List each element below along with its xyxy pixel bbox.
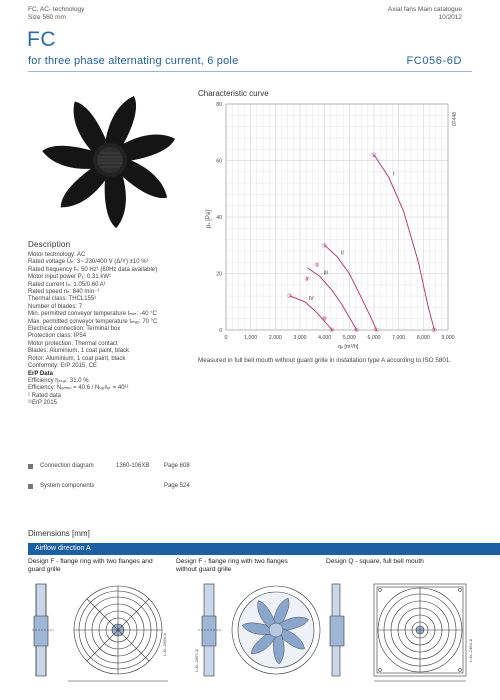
erp-title: ErP Data [28, 370, 53, 377]
chart-title: Characteristic curve [198, 89, 269, 98]
point-marker: ① [371, 152, 377, 159]
drawing-design-q [326, 576, 476, 688]
erp-line: Efficiency: Nₐₙₙₑₗ = 40.6 / Nₜₐᵣᵍₑₜ = 40¹¹ [28, 385, 129, 392]
bullet-icon [28, 464, 33, 469]
x-axis-label: qᵥ [m³/h] [338, 344, 359, 350]
x-tick-label: 2,000 [268, 335, 282, 341]
drawing-code-1: L-KL-2666-1l [162, 632, 167, 656]
y-tick-label: 60 [216, 158, 222, 165]
desc-line: Thermal class: THCL155¹ [28, 296, 97, 303]
point-marker: ⑥ [353, 328, 360, 334]
point-marker: ⑩ [321, 316, 328, 323]
characteristic-chart [198, 98, 468, 353]
point-marker: ⑤ [314, 263, 320, 270]
description-block [28, 252, 198, 408]
design-title-3: Design Q - square, full bell mouth [326, 558, 424, 565]
x-tick-label: 5,000 [342, 335, 356, 341]
desc-line: Max. permitted conveyor temperature tₘₐₓ: 70 °C [28, 318, 158, 325]
point-marker: ④ [373, 328, 379, 334]
desc-line: Rated speed nₙ: 840 min⁻¹ [28, 289, 100, 296]
desc-line: Number of blades: 7 [28, 303, 83, 310]
product-model: FC056-6D [406, 55, 462, 67]
desc-line: Rated frequency fₙ: 50 Hz¹ (60Hz data available) [28, 266, 158, 273]
drawing-code-3: L-KL-2464-1l [468, 638, 473, 662]
x-tick-label: 0 [224, 335, 228, 341]
header-divider [28, 71, 472, 72]
header-size: Size 560 mm [28, 13, 66, 21]
link-label: Connection diagram [40, 463, 94, 469]
link-page: Page 524 [164, 483, 190, 489]
y-tick-label: 0 [219, 328, 222, 334]
curve-label: IV [308, 295, 314, 302]
link-connection-diagram[interactable] [28, 463, 328, 473]
link-system-components[interactable] [28, 483, 328, 493]
header-catalogue: Axial fans Main catalogue [387, 6, 462, 13]
desc-line: Motor input power P₁: 0.31 kW¹ [28, 274, 112, 281]
point-marker: ⑦ [287, 294, 293, 301]
desc-line: Rated current Iₙ: 1.05/0.60 A¹ [28, 281, 106, 288]
chart-code: 07448 [452, 112, 458, 126]
x-tick-label: 1,000 [244, 335, 258, 341]
y-tick-label: 20 [216, 271, 222, 278]
x-tick-label: 4,000 [318, 335, 332, 341]
drawing-code-2: L-KL-2667-1l [194, 648, 199, 672]
desc-line: Motor protection: Thermal contact [28, 340, 118, 347]
design-title-2: Design F - flange ring with two flanges without guard grille [176, 558, 288, 573]
design-title-1: Design F - flange ring with two flanges and guard grille [28, 558, 153, 573]
dimensions-title: Dimensions [mm] [28, 529, 90, 538]
header-date: 10/2012 [438, 13, 462, 21]
fan-image [28, 88, 188, 238]
x-tick-label: 3,000 [293, 335, 307, 341]
desc-line: Rated voltage Uₙ: 3~ 230/400 V (Δ/Y) ±10 %¹ [28, 259, 149, 266]
erp-line: ¹ Rated data [28, 392, 62, 399]
y-tick-label: 40 [216, 215, 222, 221]
desc-line: Conformity: ErP 2015, CE [28, 363, 97, 370]
chart-grid [226, 104, 448, 330]
airflow-bar: Airflow direction A [28, 543, 500, 555]
point-marker: ⑧ [329, 328, 335, 334]
x-tick-label: 7,000 [392, 335, 406, 341]
curve-label: I [392, 171, 395, 178]
curve-i [374, 155, 434, 330]
point-marker: ⑨ [304, 277, 310, 284]
link-page: Page 608 [164, 463, 190, 469]
drawing-design-f [176, 576, 321, 688]
x-tick-label: 9,000 [441, 335, 455, 341]
link-ref: 1360-106XB [116, 463, 150, 469]
x-tick-label: 8,000 [416, 335, 430, 341]
desc-line: Motor technology: AC [28, 252, 86, 258]
x-tick-label: 6,000 [367, 335, 381, 341]
desc-line: Protection class: IP54 [28, 333, 87, 340]
product-family: FC [27, 28, 56, 51]
chart-note: Measured in full bell mouth without guard grille in installation type A according to ISO 5801. [198, 357, 452, 364]
header-technology: FC, AC- technology [28, 6, 85, 13]
desc-line: Min. permitted conveyor temperature tₘᵢₙ: -40 °C [28, 311, 157, 318]
curve-label: II [341, 250, 344, 257]
product-subtitle: for three phase alternating current, 6 pole [28, 55, 239, 67]
desc-line: Electrical connection: Terminal box [28, 326, 121, 333]
y-axis-label: pₛ [Pa] [206, 210, 212, 228]
curve-label: III [323, 270, 328, 277]
link-label: System components [40, 483, 95, 489]
desc-line: Blades: Aluminium, 1 coat paint, black [28, 348, 130, 355]
point-marker: ② [431, 328, 437, 334]
desc-line: Rotor: Aluminium, 1 coat paint, black [28, 355, 126, 362]
y-tick-label: 80 [216, 102, 222, 108]
curve-ii [325, 245, 377, 330]
header-right [388, 6, 462, 21]
erp-line: ¹¹ErP 2015 [28, 400, 57, 407]
description-title: Description [28, 240, 71, 249]
header-left [28, 6, 84, 21]
bullet-icon [28, 484, 33, 489]
point-marker: ③ [321, 243, 328, 250]
erp-line: Efficiency ηₛₜₐₜ: 31.0 % [28, 377, 89, 384]
chart-curves [287, 152, 437, 334]
drawing-design-f-grille [28, 576, 173, 688]
